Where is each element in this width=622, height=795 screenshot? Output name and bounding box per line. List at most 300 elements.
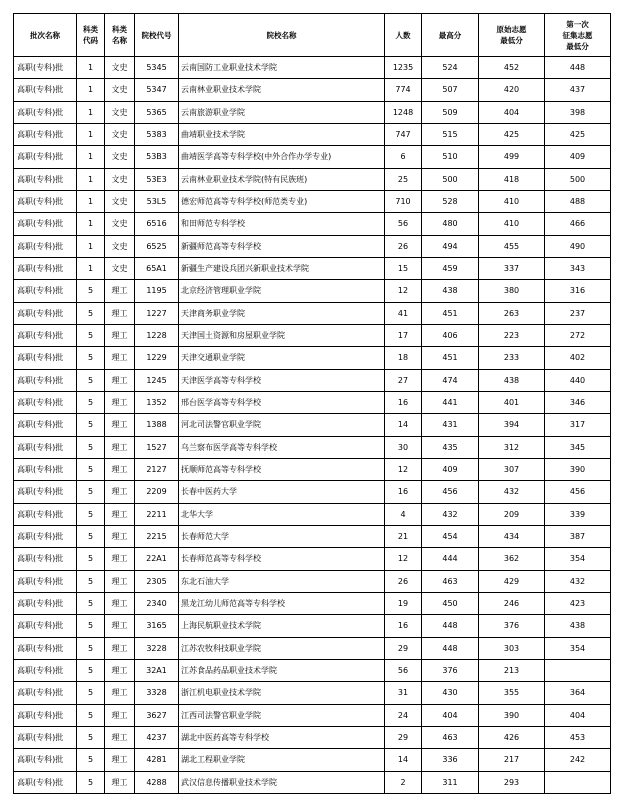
cell-orig-min: 434 (479, 525, 545, 547)
cell-batch: 高职(专科)批 (14, 146, 77, 168)
cell-subject-name: 理工 (105, 324, 135, 346)
cell-subject-code: 5 (77, 592, 105, 614)
cell-school-name: 长春师范高等专科学校 (179, 548, 385, 570)
header-subject-code (77, 14, 105, 57)
table-row (14, 257, 611, 279)
table-row (14, 324, 611, 346)
cell-max-score: 500 (422, 168, 479, 190)
cell-orig-min: 401 (479, 391, 545, 413)
cell-batch: 高职(专科)批 (14, 347, 77, 369)
cell-school-code: 3627 (135, 704, 179, 726)
table-row (14, 79, 611, 101)
cell-batch: 高职(专科)批 (14, 101, 77, 123)
cell-orig-min: 337 (479, 257, 545, 279)
cell-school-code: 2215 (135, 525, 179, 547)
cell-subject-name: 理工 (105, 726, 135, 748)
table-row (14, 592, 611, 614)
cell-first-min: 409 (545, 146, 611, 168)
cell-subject-name: 理工 (105, 682, 135, 704)
cell-count: 12 (385, 548, 422, 570)
cell-subject-name: 理工 (105, 458, 135, 480)
cell-count: 14 (385, 749, 422, 771)
cell-max-score: 441 (422, 391, 479, 413)
table-row (14, 168, 611, 190)
cell-batch: 高职(专科)批 (14, 726, 77, 748)
cell-subject-name: 文史 (105, 190, 135, 212)
cell-school-code: 1245 (135, 369, 179, 391)
cell-school-code: 5347 (135, 79, 179, 101)
cell-subject-code: 5 (77, 302, 105, 324)
admission-scores-table (13, 13, 611, 794)
table-row (14, 704, 611, 726)
table-row (14, 682, 611, 704)
cell-max-score: 435 (422, 436, 479, 458)
cell-first-min: 423 (545, 592, 611, 614)
header-batch: 批次名称 (14, 14, 77, 57)
cell-school-code: 2209 (135, 481, 179, 503)
cell-count: 16 (385, 391, 422, 413)
cell-orig-min: 376 (479, 615, 545, 637)
header-school-code: 院校代号 (135, 14, 179, 57)
table-row (14, 481, 611, 503)
cell-max-score: 451 (422, 302, 479, 324)
cell-school-code: 4281 (135, 749, 179, 771)
cell-subject-name: 理工 (105, 369, 135, 391)
cell-max-score: 459 (422, 257, 479, 279)
cell-school-name: 和田师范专科学校 (179, 213, 385, 235)
cell-max-score: 528 (422, 190, 479, 212)
cell-first-min: 316 (545, 280, 611, 302)
header-subject-code-line2: 代码 (83, 36, 98, 45)
cell-school-name: 天津国土资源和房屋职业学院 (179, 324, 385, 346)
cell-subject-name: 理工 (105, 592, 135, 614)
cell-count: 6 (385, 146, 422, 168)
cell-subject-name: 理工 (105, 525, 135, 547)
cell-school-name: 乌兰察布医学高等专科学校 (179, 436, 385, 458)
cell-school-name: 湖北工程职业学院 (179, 749, 385, 771)
cell-school-code: 1352 (135, 391, 179, 413)
cell-school-code: 1227 (135, 302, 179, 324)
header-row (14, 14, 611, 57)
table-row (14, 101, 611, 123)
cell-orig-min: 394 (479, 414, 545, 436)
cell-school-code: 1527 (135, 436, 179, 458)
cell-school-name: 天津商务职业学院 (179, 302, 385, 324)
cell-school-name: 邢台医学高等专科学校 (179, 391, 385, 413)
cell-count: 17 (385, 324, 422, 346)
cell-orig-min: 263 (479, 302, 545, 324)
cell-max-score: 509 (422, 101, 479, 123)
cell-school-name: 曲靖医学高等专科学校(中外合作办学专业) (179, 146, 385, 168)
cell-subject-name: 理工 (105, 548, 135, 570)
cell-subject-code: 5 (77, 548, 105, 570)
cell-first-min: 500 (545, 168, 611, 190)
cell-max-score: 474 (422, 369, 479, 391)
cell-school-code: 5365 (135, 101, 179, 123)
cell-subject-code: 5 (77, 324, 105, 346)
cell-school-code: 2340 (135, 592, 179, 614)
cell-orig-min: 293 (479, 771, 545, 793)
header-orig-min (479, 14, 545, 57)
cell-school-code: 4237 (135, 726, 179, 748)
cell-orig-min: 307 (479, 458, 545, 480)
table-row (14, 190, 611, 212)
cell-orig-min: 355 (479, 682, 545, 704)
cell-school-name: 云南旅游职业学院 (179, 101, 385, 123)
cell-subject-code: 5 (77, 771, 105, 793)
cell-first-min: 432 (545, 570, 611, 592)
cell-batch: 高职(专科)批 (14, 213, 77, 235)
cell-batch: 高职(专科)批 (14, 324, 77, 346)
header-first-min (545, 14, 611, 57)
cell-count: 27 (385, 369, 422, 391)
cell-batch: 高职(专科)批 (14, 414, 77, 436)
table-row (14, 548, 611, 570)
cell-max-score: 463 (422, 726, 479, 748)
cell-batch: 高职(专科)批 (14, 637, 77, 659)
table-body (14, 57, 611, 794)
header-first-min-line3: 最低分 (566, 41, 589, 51)
cell-orig-min: 426 (479, 726, 545, 748)
cell-count: 12 (385, 458, 422, 480)
cell-first-min: 237 (545, 302, 611, 324)
cell-subject-code: 5 (77, 749, 105, 771)
cell-batch: 高职(专科)批 (14, 123, 77, 145)
cell-school-code: 1195 (135, 280, 179, 302)
cell-school-name: 新疆师范高等专科学校 (179, 235, 385, 257)
cell-batch: 高职(专科)批 (14, 570, 77, 592)
cell-batch: 高职(专科)批 (14, 682, 77, 704)
cell-school-code: 3328 (135, 682, 179, 704)
table-row (14, 659, 611, 681)
cell-first-min: 490 (545, 235, 611, 257)
cell-batch: 高职(专科)批 (14, 615, 77, 637)
cell-school-name: 长春师范大学 (179, 525, 385, 547)
cell-school-name: 长春中医药大学 (179, 481, 385, 503)
cell-subject-name: 理工 (105, 659, 135, 681)
cell-subject-code: 5 (77, 458, 105, 480)
cell-school-code: 2211 (135, 503, 179, 525)
cell-batch: 高职(专科)批 (14, 57, 77, 79)
cell-school-code: 5383 (135, 123, 179, 145)
cell-subject-code: 5 (77, 704, 105, 726)
cell-max-score: 448 (422, 637, 479, 659)
table-row (14, 615, 611, 637)
cell-count: 29 (385, 726, 422, 748)
cell-first-min: 387 (545, 525, 611, 547)
cell-school-name: 德宏师范高等专科学校(师范类专业) (179, 190, 385, 212)
cell-count: 12 (385, 280, 422, 302)
table-row (14, 146, 611, 168)
cell-orig-min: 410 (479, 190, 545, 212)
cell-subject-code: 5 (77, 503, 105, 525)
cell-subject-name: 文史 (105, 57, 135, 79)
cell-first-min: 317 (545, 414, 611, 436)
cell-max-score: 448 (422, 615, 479, 637)
cell-orig-min: 390 (479, 704, 545, 726)
cell-subject-name: 理工 (105, 771, 135, 793)
cell-max-score: 376 (422, 659, 479, 681)
cell-first-min: 242 (545, 749, 611, 771)
table-row (14, 391, 611, 413)
cell-batch: 高职(专科)批 (14, 302, 77, 324)
cell-subject-name: 文史 (105, 101, 135, 123)
cell-school-code: 22A1 (135, 548, 179, 570)
cell-subject-name: 理工 (105, 436, 135, 458)
header-first-min-line2: 征集志愿 (562, 30, 593, 40)
table-row (14, 503, 611, 525)
cell-first-min: 448 (545, 57, 611, 79)
cell-school-code: 1228 (135, 324, 179, 346)
cell-first-min: 339 (545, 503, 611, 525)
cell-batch: 高职(专科)批 (14, 79, 77, 101)
cell-school-code: 53B3 (135, 146, 179, 168)
cell-subject-code: 1 (77, 123, 105, 145)
cell-subject-name: 理工 (105, 637, 135, 659)
table-row (14, 57, 611, 79)
cell-orig-min: 380 (479, 280, 545, 302)
cell-first-min: 343 (545, 257, 611, 279)
cell-count: 2 (385, 771, 422, 793)
table-row (14, 414, 611, 436)
cell-subject-name: 文史 (105, 146, 135, 168)
cell-school-name: 湖北中医药高等专科学校 (179, 726, 385, 748)
header-orig-min-line1: 原始志愿 (496, 25, 527, 34)
cell-batch: 高职(专科)批 (14, 280, 77, 302)
cell-batch: 高职(专科)批 (14, 190, 77, 212)
table-row (14, 570, 611, 592)
cell-max-score: 404 (422, 704, 479, 726)
cell-school-code: 53E3 (135, 168, 179, 190)
cell-orig-min: 246 (479, 592, 545, 614)
table-row (14, 436, 611, 458)
table-row (14, 637, 611, 659)
cell-orig-min: 233 (479, 347, 545, 369)
cell-count: 31 (385, 682, 422, 704)
cell-subject-code: 1 (77, 190, 105, 212)
cell-first-min: 456 (545, 481, 611, 503)
cell-max-score: 438 (422, 280, 479, 302)
cell-orig-min: 362 (479, 548, 545, 570)
cell-subject-name: 理工 (105, 391, 135, 413)
cell-count: 18 (385, 347, 422, 369)
cell-max-score: 454 (422, 525, 479, 547)
cell-max-score: 432 (422, 503, 479, 525)
cell-subject-code: 5 (77, 726, 105, 748)
table-row (14, 280, 611, 302)
cell-count: 774 (385, 79, 422, 101)
cell-batch: 高职(专科)批 (14, 704, 77, 726)
cell-school-name: 北京经济管理职业学院 (179, 280, 385, 302)
cell-subject-code: 1 (77, 79, 105, 101)
cell-first-min: 398 (545, 101, 611, 123)
cell-first-min: 438 (545, 615, 611, 637)
cell-count: 24 (385, 704, 422, 726)
table-row (14, 726, 611, 748)
header-orig-min-line2: 最低分 (500, 36, 523, 45)
cell-batch: 高职(专科)批 (14, 503, 77, 525)
cell-subject-code: 5 (77, 615, 105, 637)
cell-subject-name: 理工 (105, 414, 135, 436)
cell-count: 747 (385, 123, 422, 145)
cell-subject-code: 5 (77, 637, 105, 659)
cell-school-name: 北华大学 (179, 503, 385, 525)
cell-subject-code: 5 (77, 659, 105, 681)
cell-subject-name: 文史 (105, 213, 135, 235)
header-subject-name-line1: 科类 (112, 25, 127, 34)
cell-subject-code: 5 (77, 570, 105, 592)
cell-orig-min: 217 (479, 749, 545, 771)
cell-school-code: 1229 (135, 347, 179, 369)
cell-school-code: 4288 (135, 771, 179, 793)
cell-subject-code: 1 (77, 101, 105, 123)
cell-school-name: 黑龙江幼儿师范高等专科学校 (179, 592, 385, 614)
cell-max-score: 311 (422, 771, 479, 793)
header-subject-name (105, 14, 135, 57)
cell-school-code: 6516 (135, 213, 179, 235)
header-subject-name-line2: 名称 (112, 36, 127, 45)
cell-school-code: 2127 (135, 458, 179, 480)
cell-subject-code: 5 (77, 280, 105, 302)
cell-max-score: 450 (422, 592, 479, 614)
cell-count: 14 (385, 414, 422, 436)
cell-subject-code: 5 (77, 436, 105, 458)
cell-orig-min: 213 (479, 659, 545, 681)
cell-subject-code: 5 (77, 347, 105, 369)
cell-school-code: 53L5 (135, 190, 179, 212)
cell-max-score: 431 (422, 414, 479, 436)
cell-subject-name: 文史 (105, 235, 135, 257)
cell-max-score: 444 (422, 548, 479, 570)
cell-subject-name: 文史 (105, 168, 135, 190)
cell-orig-min: 432 (479, 481, 545, 503)
cell-orig-min: 312 (479, 436, 545, 458)
cell-first-min: 272 (545, 324, 611, 346)
cell-subject-name: 文史 (105, 123, 135, 145)
table-row (14, 235, 611, 257)
cell-school-code: 3228 (135, 637, 179, 659)
cell-school-name: 天津医学高等专科学校 (179, 369, 385, 391)
cell-count: 26 (385, 235, 422, 257)
cell-subject-code: 5 (77, 682, 105, 704)
cell-batch: 高职(专科)批 (14, 481, 77, 503)
cell-max-score: 510 (422, 146, 479, 168)
cell-count: 25 (385, 168, 422, 190)
cell-first-min: 364 (545, 682, 611, 704)
cell-batch: 高职(专科)批 (14, 659, 77, 681)
cell-first-min: 402 (545, 347, 611, 369)
header-subject-code-line1: 科类 (83, 25, 98, 34)
cell-orig-min: 452 (479, 57, 545, 79)
header-school-name: 院校名称 (179, 14, 385, 57)
cell-school-name: 新疆生产建设兵团兴新职业技术学院 (179, 257, 385, 279)
cell-school-name: 上海民航职业技术学院 (179, 615, 385, 637)
cell-batch: 高职(专科)批 (14, 525, 77, 547)
cell-count: 56 (385, 213, 422, 235)
cell-subject-code: 5 (77, 414, 105, 436)
cell-school-code: 6525 (135, 235, 179, 257)
cell-count: 710 (385, 190, 422, 212)
cell-first-min: 345 (545, 436, 611, 458)
cell-school-name: 云南林业职业技术学院 (179, 79, 385, 101)
table-row (14, 369, 611, 391)
cell-count: 41 (385, 302, 422, 324)
cell-batch: 高职(专科)批 (14, 749, 77, 771)
cell-count: 4 (385, 503, 422, 525)
cell-first-min: 354 (545, 548, 611, 570)
cell-orig-min: 420 (479, 79, 545, 101)
cell-first-min: 425 (545, 123, 611, 145)
cell-school-name: 武汉信息传播职业技术学院 (179, 771, 385, 793)
cell-subject-name: 理工 (105, 615, 135, 637)
cell-first-min: 437 (545, 79, 611, 101)
cell-count: 29 (385, 637, 422, 659)
cell-max-score: 463 (422, 570, 479, 592)
cell-school-code: 2305 (135, 570, 179, 592)
cell-orig-min: 404 (479, 101, 545, 123)
cell-orig-min: 303 (479, 637, 545, 659)
cell-count: 16 (385, 615, 422, 637)
cell-first-min: 488 (545, 190, 611, 212)
cell-orig-min: 455 (479, 235, 545, 257)
cell-school-name: 浙江机电职业技术学院 (179, 682, 385, 704)
cell-max-score: 406 (422, 324, 479, 346)
cell-batch: 高职(专科)批 (14, 391, 77, 413)
cell-count: 1235 (385, 57, 422, 79)
cell-first-min: 440 (545, 369, 611, 391)
cell-count: 1248 (385, 101, 422, 123)
cell-orig-min: 438 (479, 369, 545, 391)
cell-subject-name: 理工 (105, 570, 135, 592)
cell-first-min (545, 659, 611, 681)
cell-max-score: 409 (422, 458, 479, 480)
cell-subject-name: 理工 (105, 704, 135, 726)
table-row (14, 525, 611, 547)
cell-first-min: 466 (545, 213, 611, 235)
cell-batch: 高职(专科)批 (14, 168, 77, 190)
table-row (14, 347, 611, 369)
cell-first-min: 354 (545, 637, 611, 659)
header-max-score: 最高分 (422, 14, 479, 57)
cell-school-name: 云南林业职业技术学院(特有民族班) (179, 168, 385, 190)
cell-school-name: 江苏农牧科技职业学院 (179, 637, 385, 659)
cell-max-score: 430 (422, 682, 479, 704)
cell-count: 21 (385, 525, 422, 547)
cell-max-score: 524 (422, 57, 479, 79)
cell-count: 16 (385, 481, 422, 503)
cell-school-code: 32A1 (135, 659, 179, 681)
cell-school-name: 抚顺师范高等专科学校 (179, 458, 385, 480)
cell-first-min: 453 (545, 726, 611, 748)
cell-subject-code: 1 (77, 168, 105, 190)
cell-subject-name: 文史 (105, 79, 135, 101)
cell-orig-min: 429 (479, 570, 545, 592)
cell-subject-name: 理工 (105, 347, 135, 369)
cell-batch: 高职(专科)批 (14, 235, 77, 257)
cell-subject-name: 理工 (105, 503, 135, 525)
header-first-min-line1: 第一次 (566, 19, 589, 29)
cell-batch: 高职(专科)批 (14, 257, 77, 279)
cell-school-code: 3165 (135, 615, 179, 637)
cell-max-score: 480 (422, 213, 479, 235)
cell-school-name: 江西司法警官职业学院 (179, 704, 385, 726)
admission-table-sheet (13, 13, 611, 794)
cell-orig-min: 418 (479, 168, 545, 190)
cell-subject-code: 5 (77, 369, 105, 391)
cell-school-code: 65A1 (135, 257, 179, 279)
cell-max-score: 456 (422, 481, 479, 503)
table-row (14, 302, 611, 324)
